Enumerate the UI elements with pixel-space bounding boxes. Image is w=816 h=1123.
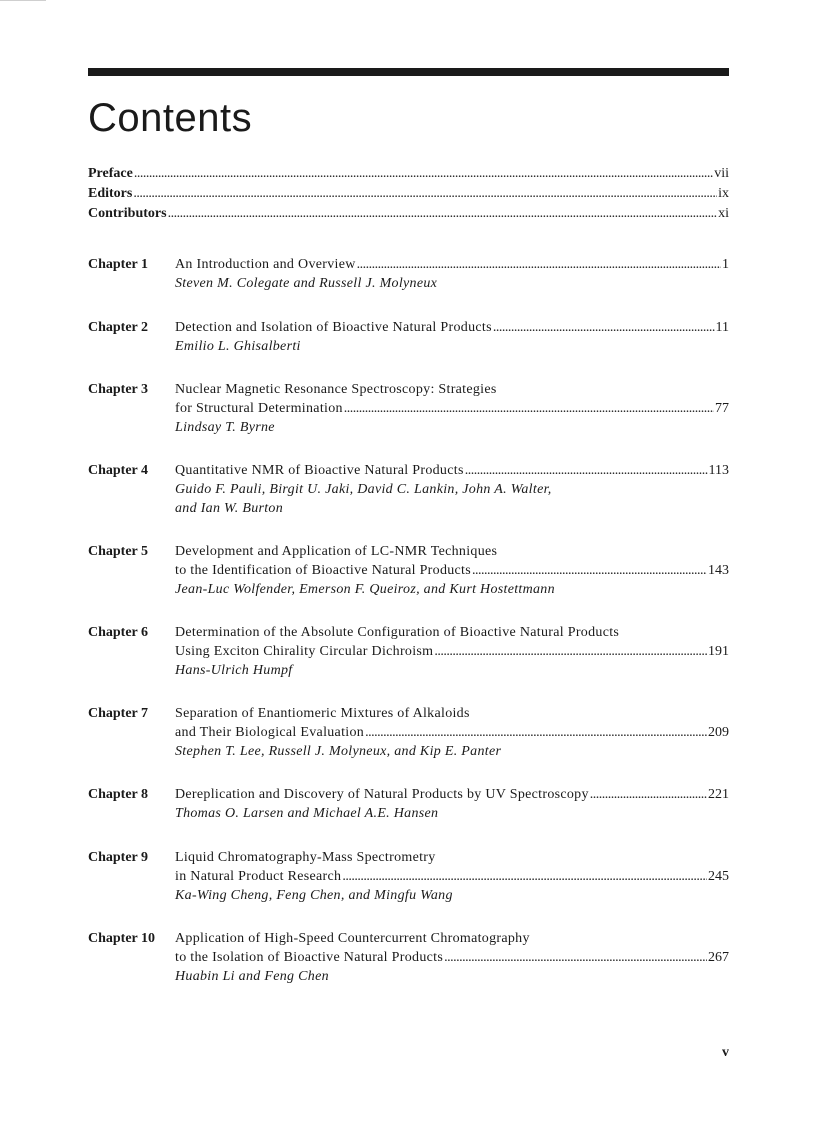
chapter-title-line bbox=[175, 399, 729, 418]
chapter-title: Detection and Isolation of Bioactive Natural Products bbox=[175, 320, 492, 335]
chapter-label: Chapter 1 bbox=[88, 257, 149, 272]
chapter-title-line bbox=[175, 723, 729, 742]
chapter-authors: Emilio L. Ghisalberti bbox=[175, 339, 301, 354]
chapter-authors: and Ian W. Burton bbox=[175, 501, 284, 516]
front-matter-label: Contributors bbox=[88, 206, 167, 221]
top-rule bbox=[88, 68, 729, 76]
chapter-entry-2[interactable] bbox=[88, 318, 729, 356]
chapter-title-line bbox=[175, 929, 729, 948]
chapter-title-line bbox=[175, 848, 729, 867]
chapter-title: Nuclear Magnetic Resonance Spectroscopy: Strategies bbox=[175, 382, 497, 397]
chapter-title: Development and Application of LC-NMR Techniques bbox=[175, 544, 498, 559]
chapter-authors: Thomas O. Larsen and Michael A.E. Hansen bbox=[175, 806, 439, 821]
chapter-entry-6[interactable] bbox=[88, 623, 729, 680]
chapter-title-line bbox=[175, 785, 729, 804]
chapter-title-line bbox=[175, 704, 729, 723]
chapter-title-line bbox=[175, 642, 729, 661]
chapter-title: Quantitative NMR of Bioactive Natural Products bbox=[175, 463, 464, 478]
chapter-title: Liquid Chromatography-Mass Spectrometry bbox=[175, 850, 436, 865]
chapter-label: Chapter 6 bbox=[88, 625, 149, 640]
chapter-title-line bbox=[175, 380, 729, 399]
chapter-entry-7[interactable] bbox=[88, 704, 729, 761]
dot-leader bbox=[357, 255, 721, 274]
front-matter-label: Preface bbox=[88, 166, 133, 181]
dot-leader bbox=[590, 785, 707, 804]
front-matter-page: vii bbox=[714, 166, 729, 181]
chapter-entry-3[interactable] bbox=[88, 380, 729, 437]
chapter-label: Chapter 2 bbox=[88, 320, 149, 335]
chapter-title-line bbox=[175, 542, 729, 561]
chapter-title-line bbox=[175, 318, 729, 337]
chapter-title-line bbox=[175, 623, 729, 642]
dot-leader bbox=[365, 723, 707, 742]
page-title: Contents bbox=[88, 96, 253, 140]
dot-leader bbox=[465, 461, 708, 480]
dot-leader bbox=[472, 561, 707, 580]
chapter-title-line bbox=[175, 461, 729, 480]
chapter-label: Chapter 3 bbox=[88, 382, 149, 397]
dot-leader bbox=[133, 184, 717, 204]
chapter-authors: Lindsay T. Byrne bbox=[175, 420, 275, 435]
dot-leader bbox=[434, 642, 707, 661]
chapter-authors: Hans-Ulrich Humpf bbox=[175, 663, 293, 678]
chapter-title-line bbox=[175, 255, 729, 274]
chapter-label: Chapter 10 bbox=[88, 931, 156, 946]
chapter-page: 267 bbox=[708, 950, 729, 965]
chapter-entry-10[interactable] bbox=[88, 929, 729, 986]
chapter-entry-4[interactable] bbox=[88, 461, 729, 518]
chapter-page: 245 bbox=[708, 869, 729, 884]
chapter-title: Using Exciton Chirality Circular Dichroism bbox=[175, 644, 434, 659]
chapter-authors: Ka-Wing Cheng, Feng Chen, and Mingfu Wang bbox=[175, 888, 453, 903]
dot-leader bbox=[344, 399, 714, 418]
dot-leader bbox=[444, 948, 707, 967]
chapter-page: 113 bbox=[708, 463, 729, 478]
chapter-title: to the Identification of Bioactive Natural Products bbox=[175, 563, 471, 578]
page-number: v bbox=[722, 1045, 729, 1060]
chapter-page: 209 bbox=[708, 725, 729, 740]
chapter-authors: Huabin Li and Feng Chen bbox=[175, 969, 329, 984]
chapter-authors: Stephen T. Lee, Russell J. Molyneux, and Kip E. Panter bbox=[175, 744, 502, 759]
chapter-label: Chapter 8 bbox=[88, 787, 149, 802]
chapter-title-line bbox=[175, 948, 729, 967]
front-matter-item-contributors[interactable] bbox=[88, 204, 729, 224]
chapter-label: Chapter 5 bbox=[88, 544, 149, 559]
chapter-title: Separation of Enantiomeric Mixtures of Alkaloids bbox=[175, 706, 470, 721]
dot-leader bbox=[493, 318, 715, 337]
chapter-entry-8[interactable] bbox=[88, 785, 729, 823]
chapter-label: Chapter 4 bbox=[88, 463, 149, 478]
chapter-page: 221 bbox=[708, 787, 729, 802]
chapter-title-line bbox=[175, 561, 729, 580]
front-matter-page: xi bbox=[718, 206, 729, 221]
front-matter-item-preface[interactable] bbox=[88, 164, 729, 184]
chapter-label: Chapter 9 bbox=[88, 850, 149, 865]
chapter-page: 77 bbox=[715, 401, 729, 416]
front-matter-list bbox=[88, 164, 729, 224]
chapter-title: Determination of the Absolute Configuration of Bioactive Natural Products bbox=[175, 625, 620, 640]
chapter-page: 143 bbox=[708, 563, 729, 578]
front-matter-page: ix bbox=[718, 186, 729, 201]
chapter-entry-5[interactable] bbox=[88, 542, 729, 599]
dot-leader bbox=[342, 867, 707, 886]
dot-leader bbox=[168, 204, 718, 224]
chapter-page: 191 bbox=[708, 644, 729, 659]
chapter-title: Application of High-Speed Countercurrent Chromatography bbox=[175, 931, 530, 946]
chapter-authors: Guido F. Pauli, Birgit U. Jaki, David C. Lankin, John A. Walter, bbox=[175, 482, 552, 497]
chapter-title: in Natural Product Research bbox=[175, 869, 342, 884]
chapter-title: and Their Biological Evaluation bbox=[175, 725, 365, 740]
chapter-page: 1 bbox=[722, 257, 729, 272]
chapter-title-line bbox=[175, 867, 729, 886]
chapter-page: 11 bbox=[715, 320, 729, 335]
chapter-authors: Jean-Luc Wolfender, Emerson F. Queiroz, and Kurt Hostettmann bbox=[175, 582, 555, 597]
chapter-title: An Introduction and Overview bbox=[175, 257, 356, 272]
dot-leader bbox=[134, 164, 713, 184]
chapter-title: for Structural Determination bbox=[175, 401, 343, 416]
front-matter-item-editors[interactable] bbox=[88, 184, 729, 204]
chapter-title: Dereplication and Discovery of Natural Products by UV Spectroscopy bbox=[175, 787, 589, 802]
front-matter-label: Editors bbox=[88, 186, 133, 201]
chapter-authors: Steven M. Colegate and Russell J. Molyneux bbox=[175, 276, 438, 291]
chapter-entry-9[interactable] bbox=[88, 848, 729, 905]
corner-mark bbox=[0, 0, 46, 1]
chapter-label: Chapter 7 bbox=[88, 706, 149, 721]
chapter-entry-1[interactable] bbox=[88, 255, 729, 293]
chapter-title: to the Isolation of Bioactive Natural Products bbox=[175, 950, 444, 965]
